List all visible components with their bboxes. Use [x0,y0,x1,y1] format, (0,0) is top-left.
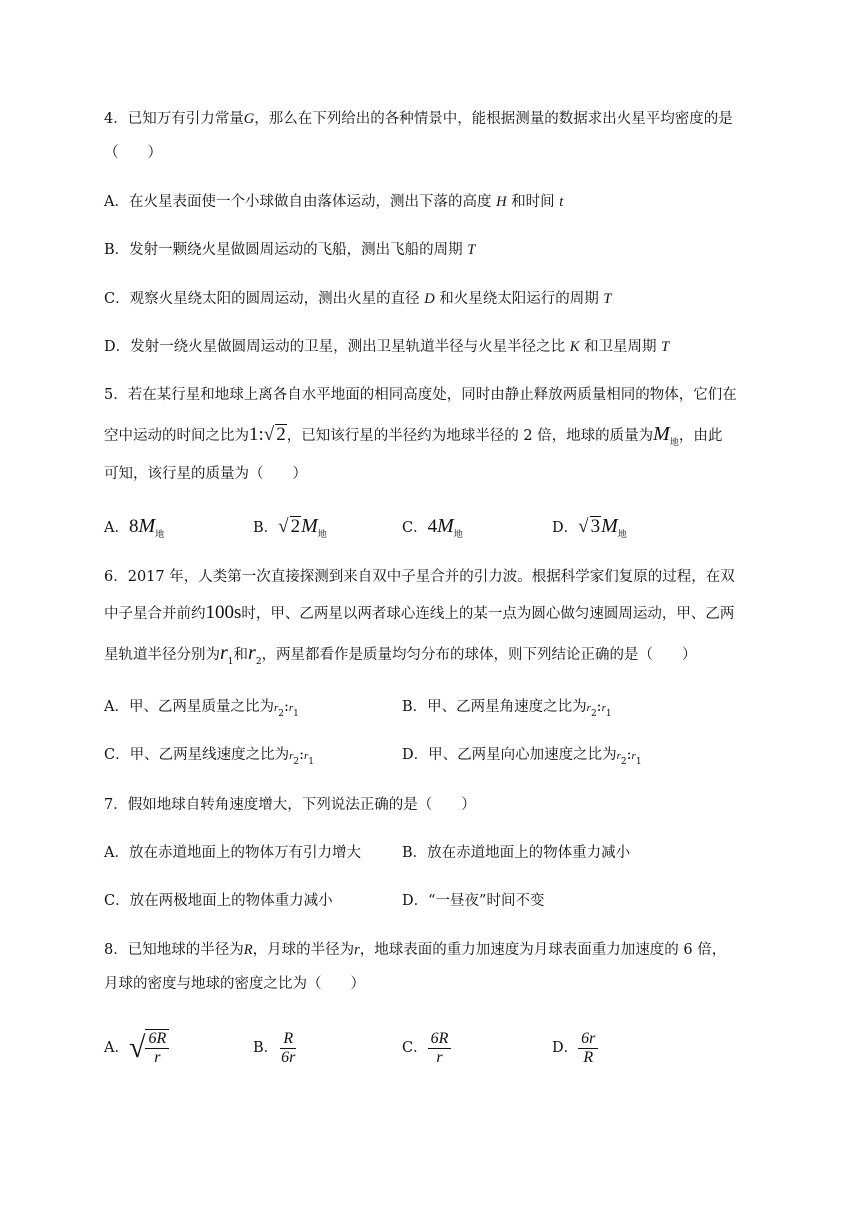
q4-option-b-text: B．发射一颗绕火星做圆周运动的飞船，测出飞船的周期 [104,242,463,258]
q5-ratio-colon: : [258,424,264,445]
q8-option-b-fraction [278,1030,298,1067]
q8-stem-text-2: 月球的密度与地球的密度之比为（ ） [104,976,365,992]
q5-stem-text-1: 5．若在某行星和地球上离各自水平地面的相同高度处，同时由静止释放两质量相同的物体，它们在 [104,387,737,403]
q5-stem-text-3: 可知，该行星的质量为（ ） [104,466,307,482]
q6-and: 和 [233,647,249,663]
q6-option-b [402,697,612,724]
q8-option-b [253,1028,298,1068]
q6-option-d-r2-sub: 2 [620,757,627,767]
q5-option-d-mass: M [601,515,618,537]
q4-stem-text-a: 4．已知万有引力常量 [104,111,244,127]
q6-option-b-r1-sub: 1 [605,709,612,719]
q6-option-a-r2-sub: 2 [278,709,284,719]
q8-option-d [552,1028,598,1068]
q4-option-c [104,289,611,309]
q5-option-d-label: D． [552,520,579,536]
q7-stem [104,795,476,815]
q8-option-d-label: D． [552,1040,579,1056]
q7-option-d [402,891,544,911]
q6-option-a-r1-sub: 1 [293,709,299,719]
q5-option-c-label: C． [402,520,428,536]
q8-option-a-label: A． [104,1040,129,1056]
q6-stem-text-3a: 星轨道半径分别为 [104,647,220,663]
q6-option-a-r1: r [288,702,294,714]
q8-stem-text-1a: 8．已知地球的半径为 [104,942,244,958]
q8-option-c-numerator: 6R [428,1030,452,1049]
q6-stem-text-2a: 中子星合并前约 [104,606,206,622]
q5-option-a-subscript: 地 [155,530,165,540]
q5-ratio-radicand: 2 [276,424,286,445]
q6-stem-text-3b: ，两星都看作是质量均匀分布的球体，则下列结论正确的是（ ） [261,647,697,663]
q4-option-d-text: D．发射一绕火星做圆周运动的卫星，测出卫星轨道半径与火星半径之比 [104,339,566,355]
q5-option-b-radicand: 2 [290,516,301,537]
q8-stem-text-1b: ，月球的半径为 [252,942,355,958]
q5-mass-subscript: 地 [669,438,679,448]
q5-option-c [402,516,463,545]
q5-stem-line3 [104,464,307,484]
q5-option-b-mass: M [301,515,318,537]
q5-stem-line1 [104,385,737,405]
q5-stem-text-2c: ，由此 [678,428,723,444]
q4-option-a-var-h: H [496,194,507,210]
q8-stem-line1 [104,940,726,960]
q5-option-b [253,516,327,545]
q8-option-c-denominator: r [436,1048,443,1066]
q4-option-a-text-b: 和时间 [511,194,555,210]
q6-option-a-text: A．甲、乙两星质量之比为 [104,699,274,715]
q6-option-c-colon: : [299,747,304,763]
q5-option-d-subscript: 地 [617,530,627,540]
q4-option-d-var-t: T [661,339,670,355]
q5-ratio-one: 1 [249,424,259,445]
q5-option-a-label: A． [104,520,129,536]
q6-radius-r1-sub: 1 [227,657,234,667]
q6-stem-line2 [104,603,734,624]
q6-option-c-text: C．甲、乙两星线速度之比为 [104,747,290,763]
q6-option-a-r2: r [273,702,279,714]
q6-radius-r2-sub: 2 [255,657,262,667]
q7-option-b [402,843,630,863]
q6-option-d-colon: : [626,747,632,763]
q5-option-d-radicand: 3 [590,516,601,537]
q7-option-c [104,891,333,911]
q8-option-a-sqrt-icon: √ [128,1031,146,1064]
q6-option-a-colon: : [284,699,289,715]
q7-stem-text: 7．假如地球自转角速度增大，下列说法正确的是（ ） [104,797,476,813]
q6-option-b-r2: r [586,702,591,714]
q5-stem-text-2a: 空中运动的时间之比为 [104,428,249,444]
q7-option-a-text: A．放在赤道地面上的物体万有引力增大 [104,845,361,861]
q6-option-b-r2-sub: 2 [590,709,597,719]
q6-radius-r2: r [248,642,256,664]
q4-option-b [104,240,475,260]
q6-option-d-text: D．甲、乙两星向心加速度之比为 [402,747,617,763]
q5-option-c-subscript: 地 [453,530,463,540]
q4-option-d [104,337,669,357]
q8-var-r-upper: R [243,942,253,958]
q6-time-value: 100s [205,602,242,623]
q4-paren: （ ） [104,145,162,161]
q5-option-b-sqrt: √ 2 [278,516,301,537]
q4-option-d-text-b: 和卫星周期 [584,339,657,355]
q5-option-b-label: B． [253,520,279,536]
q4-option-a [104,192,563,212]
q4-option-c-var-d: D [424,291,435,307]
q6-option-b-colon: : [596,699,602,715]
q5-stem-text-2b: ，已知该行星的半径约为地球半径的 2 倍，地球的质量为 [286,428,654,444]
q5-ratio-sqrt: √ 2 [263,424,286,445]
q6-option-c-r1: r [304,750,309,762]
q8-option-b-numerator: R [280,1030,296,1049]
q6-option-d-r1-sub: 1 [635,757,642,767]
q8-option-c-fraction [428,1030,452,1067]
q8-option-d-fraction [578,1030,598,1067]
q5-option-d [552,516,627,545]
q5-option-a-coef: 8 [128,516,139,537]
q4-stem-text-b: ，那么在下列给出的各种情景中，能根据测量的数据求出火星平均密度的是 [254,111,733,127]
q8-stem-line2 [104,974,365,994]
q6-option-a [104,697,299,724]
q8-option-b-label: B． [253,1040,279,1056]
q7-option-a [104,843,361,863]
q8-option-a [104,1028,169,1068]
q6-option-b-r1: r [601,702,606,714]
q4-option-a-var-t: t [559,194,564,210]
q6-option-d-r1: r [631,750,636,762]
q6-radius-r1: r [220,642,228,664]
q6-option-c [104,745,314,772]
q4-option-c-text: C．观察火星绕太阳的圆周运动，测出火星的直径 [104,291,420,307]
q6-option-c-r1-sub: 1 [308,757,315,767]
q4-option-c-text-b: 和火星绕太阳运行的周期 [439,291,599,307]
q5-option-d-sqrt: √ 3 [578,516,601,537]
q7-option-d-text: D．“一昼夜”时间不变 [402,893,545,909]
q8-option-d-denominator: R [583,1048,594,1066]
q5-mass-symbol: M [653,423,670,445]
q4-var-g: G [243,111,255,127]
q5-option-c-mass: M [437,515,454,537]
q5-option-a [104,516,164,545]
q6-option-d-r2: r [616,750,621,762]
q6-stem-text-1: 6．2017 年，人类第一次直接探测到来自双中子星合并的引力波。根据科学家们复原的过程，在双 [104,569,735,585]
q4-stem-line1 [104,109,733,129]
q6-option-c-r2-sub: 2 [293,757,300,767]
q8-option-a-numerator: 6R [145,1030,169,1049]
q6-option-c-r2: r [289,750,294,762]
q4-option-c-var-t: T [603,291,612,307]
q5-option-b-subscript: 地 [317,530,327,540]
q5-option-a-mass: M [138,515,156,537]
q4-answer-paren [104,143,162,163]
q8-option-c-label: C． [402,1040,428,1056]
q8-option-a-fraction [145,1029,169,1067]
q8-option-b-denominator: 6r [281,1048,296,1066]
q8-var-r-lower: r [354,942,360,958]
q6-stem-line1 [104,567,735,587]
q6-option-b-text: B．甲、乙两星角速度之比为 [402,699,587,715]
q6-stem-line3 [104,643,697,672]
q8-stem-text-1c: ，地球表面的重力加速度为月球表面重力加速度的 6 倍， [359,942,727,958]
q4-option-a-text: A．在火星表面使一个小球做自由落体运动，测出下落的高度 [104,194,492,210]
q7-option-c-text: C．放在两极地面上的物体重力减小 [104,893,333,909]
q8-option-d-numerator: 6r [578,1030,598,1049]
q8-option-c [402,1028,451,1068]
q6-stem-text-2b: 时，甲、乙两星以两者球心连线上的某一点为圆心做匀速圆周运动，甲、乙两 [241,606,735,622]
q7-option-b-text: B．放在赤道地面上的物体重力减小 [402,845,631,861]
q4-option-d-var-k: K [569,339,580,355]
q5-option-c-coef: 4 [427,516,438,537]
q4-option-b-var-t: T [467,242,476,258]
q5-stem-line2 [104,424,722,453]
q6-option-d [402,745,642,772]
q8-option-a-denominator: r [154,1049,161,1066]
